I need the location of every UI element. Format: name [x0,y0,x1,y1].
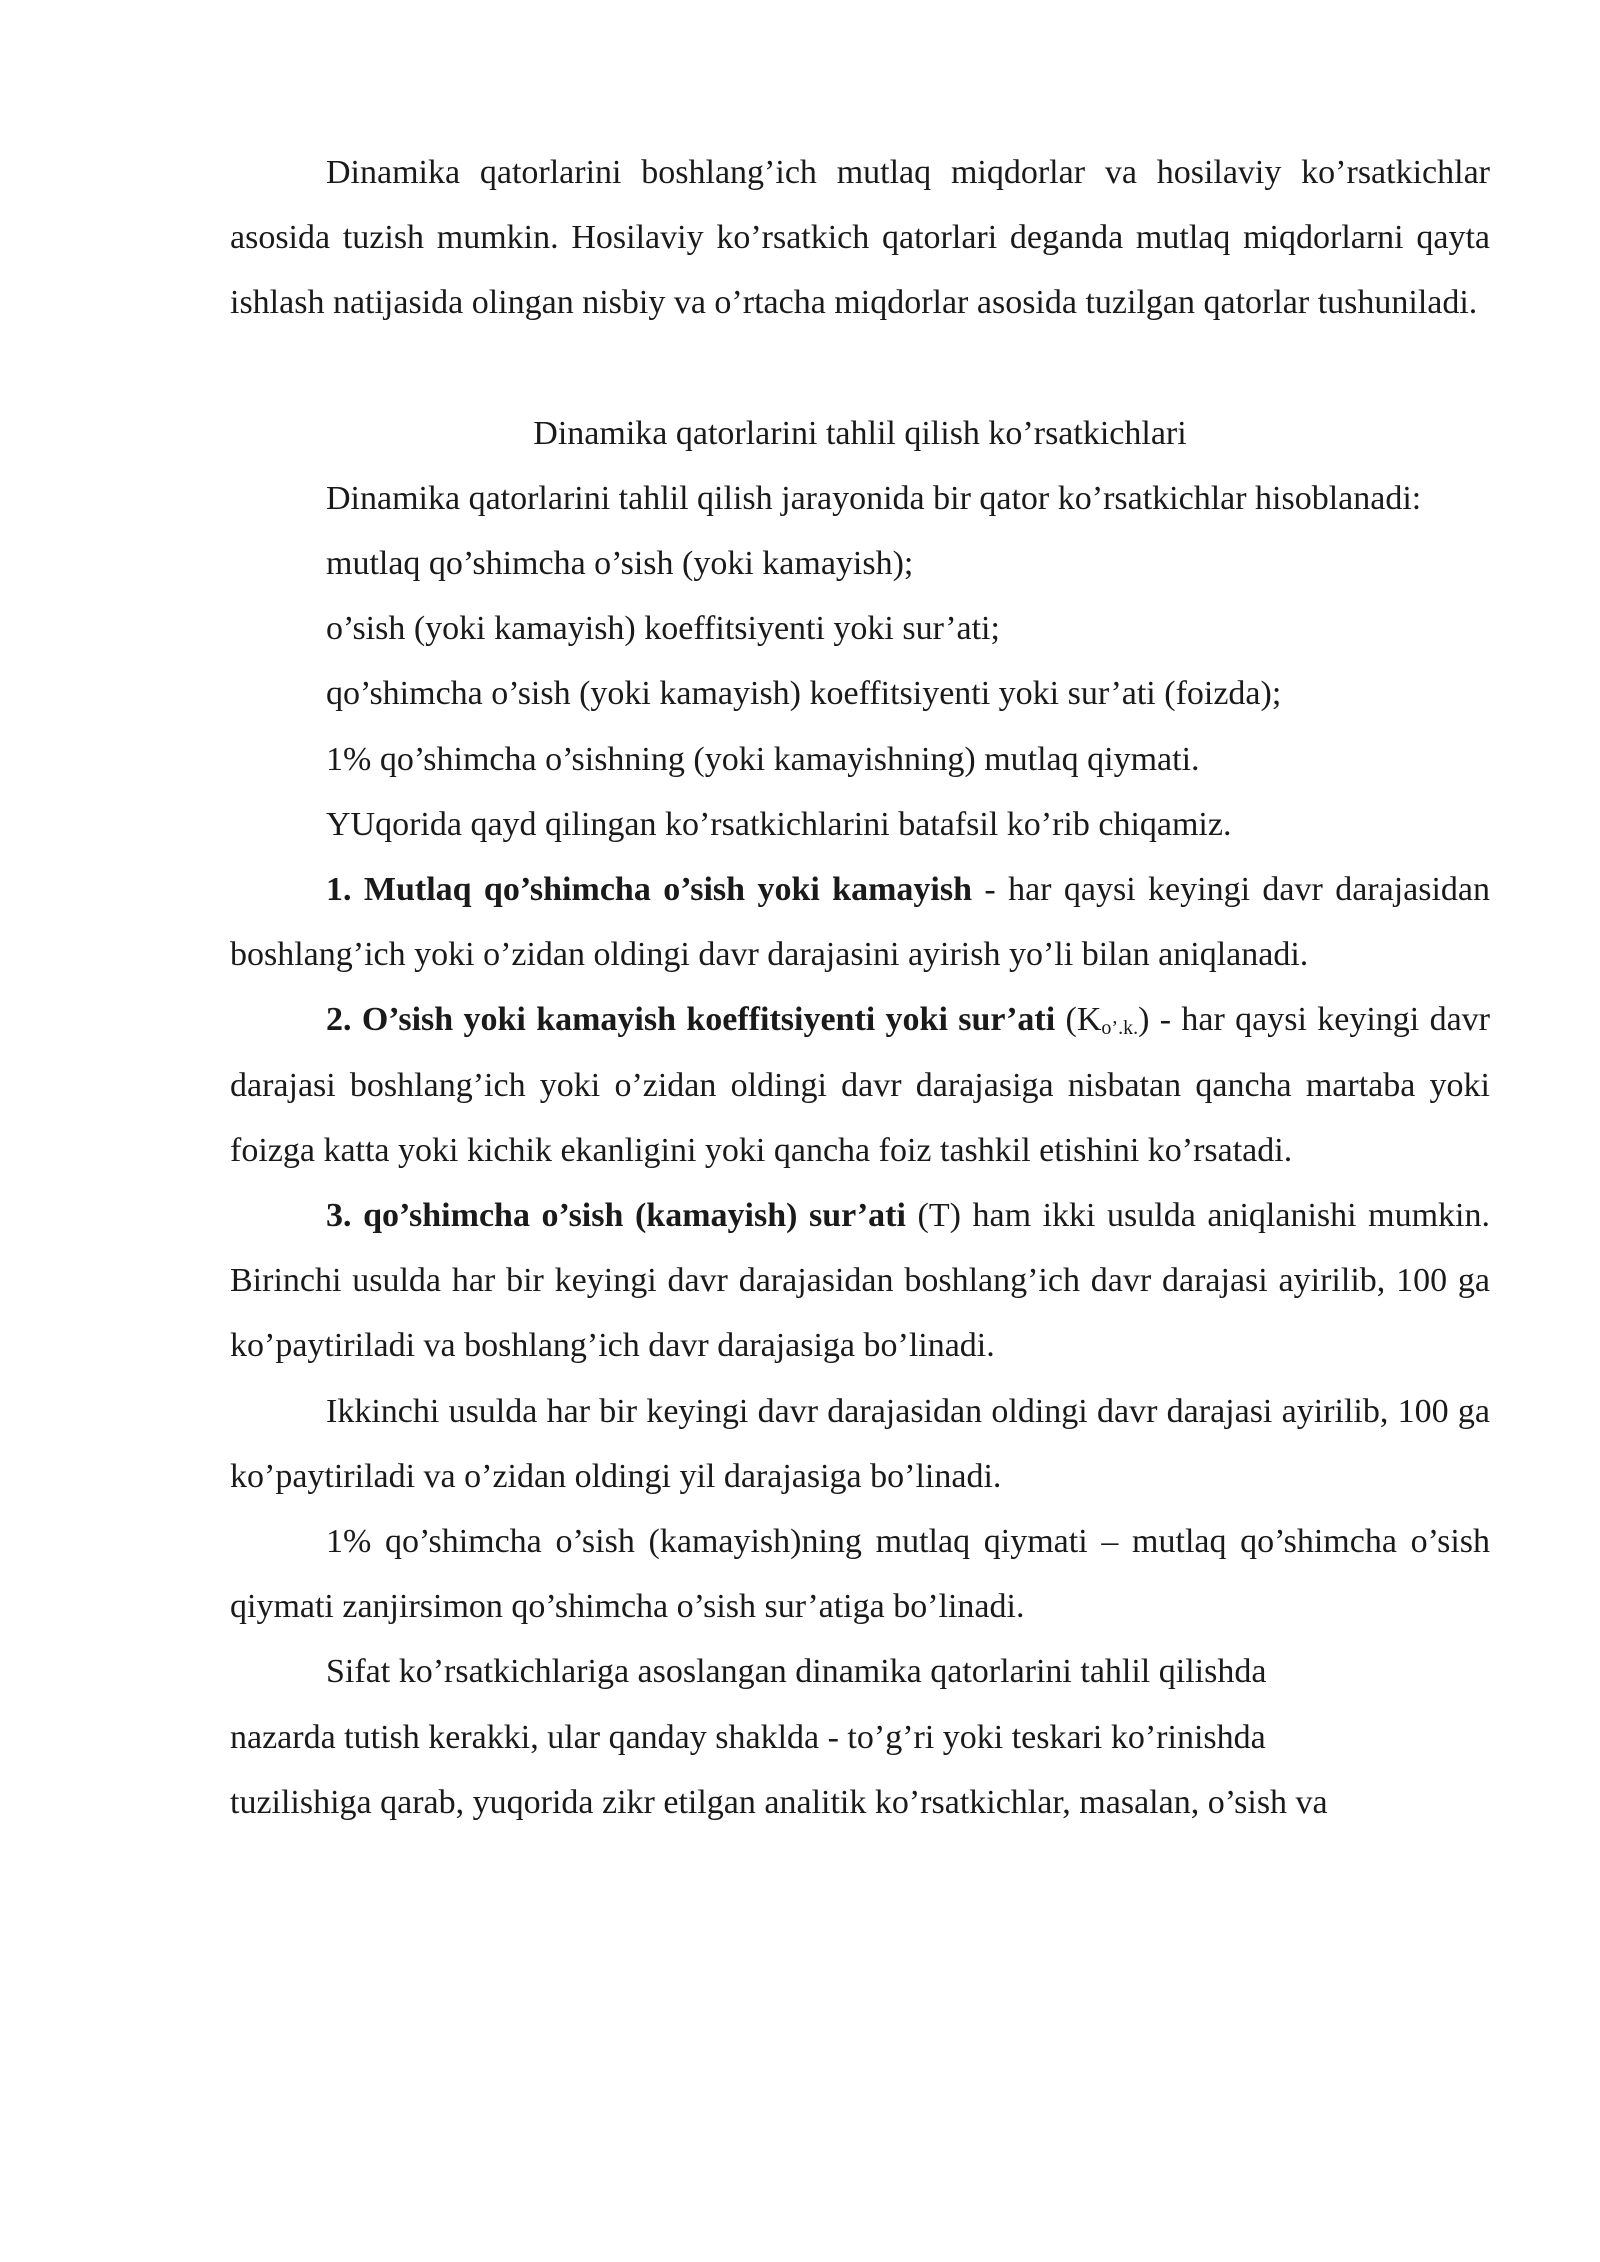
item-2-growth-coefficient [230,987,1490,1183]
list-item: 1% qo’shimcha o’sishning (yoki kamayishning) mutlaq qiymati. [326,740,1200,778]
item-1-text: - har qaysi keyingi davr darajasidan boshlang’ich yoki o’zidan oldingi davr darajasini ayirish yo’li bilan aniqlanadi. [230,871,1491,974]
spacer [230,336,1490,401]
paragraph-one-percent-value: 1% qo’shimcha o’sish (kamayish)ning mutlaq qiymati – mutlaq qo’shimcha o’sish qiymati zanjirsimon qo’shimcha o’sish sur’atiga bo’linadi. [230,1523,1490,1626]
paragraph-quality-line: tuzilishiga qarab, yuqorida zikr etilgan analitik ko’rsatkichlar, masalan, o’sish va [230,1783,1328,1821]
item-1-absolute-growth [230,857,1490,987]
item-1-term: 1. Mutlaq qo’shimcha o’sish yoki kamayish [326,871,973,909]
item-2-term: 2. O’sish yoki kamayish koeffitsiyenti yoki sur’ati [326,1001,1056,1039]
paragraph-quality-line: nazarda tutish kerakki, ular qanday shaklda - to’g’ri yoki teskari ko’rinishda [230,1718,1266,1756]
item-2-symbol-open: (K [1055,1001,1102,1039]
paragraph-quality-line: Sifat ko’rsatkichlariga asoslangan dinamika qatorlarini tahlil qilishda [326,1653,1267,1691]
item-3-term: 3. qo’shimcha o’sish (kamayish) sur’ati [326,1197,906,1235]
list-item: mutlaq qo’shimcha o’sish (yoki kamayish); [326,545,914,583]
paragraph-indicators-intro: Dinamika qatorlarini tahlil qilish jarayonida bir qator ko’rsatkichlar hisoblanadi: [326,479,1422,517]
document-page [230,140,1490,1835]
item-2-text: ) - har qaysi keyingi davr darajasi boshlang’ich yoki o’zidan oldingi davr darajasiga nisbatan qancha martaba yoki foizga katta yoki kichik ekanligini yoki qancha foiz tashkil etishini ko’rsatadi. [230,1001,1490,1169]
section-heading: Dinamika qatorlarini tahlil qilish ko’rsatkichlari [533,414,1187,452]
list-item: qo’shimcha o’sish (yoki kamayish) koeffitsiyenti yoki sur’ati (foizda); [326,675,1282,713]
paragraph-review: YUqorida qayd qilingan ko’rsatkichlarini batafsil ko’rib chiqamiz. [326,805,1232,843]
paragraph-intro: Dinamika qatorlarini boshlang’ich mutlaq miqdorlar va hosilaviy ko’rsatkichlar asosida tuzish mumkin. Hosilaviy ko’rsatkich qatorlari deganda mutlaq miqdorlarni qayta ishlash natijasida olingan nisbiy va o’rtacha miqdorlar asosida tuzilgan qatorlar tushuniladi. [230,154,1490,322]
item-3-growth-rate [230,1183,1490,1379]
paragraph-second-method: Ikkinchi usulda har bir keyingi davr darajasidan oldingi davr darajasi ayirilib, 100 ga ko’paytiriladi va o’zidan oldingi yil darajasiga bo’linadi. [230,1392,1490,1495]
list-item: o’sish (yoki kamayish) koeffitsiyenti yoki sur’ati; [326,610,1000,648]
item-2-symbol-subscript: o’.k. [1101,1017,1139,1040]
item-3-text: (T) ham ikki usulda aniqlanishi mumkin. Birinchi usulda har bir keyingi davr darajasidan boshlang’ich davr darajasi ayirilib, 100 ga ko’paytiriladi va boshlang’ich davr darajasiga bo’linadi. [230,1197,1490,1365]
